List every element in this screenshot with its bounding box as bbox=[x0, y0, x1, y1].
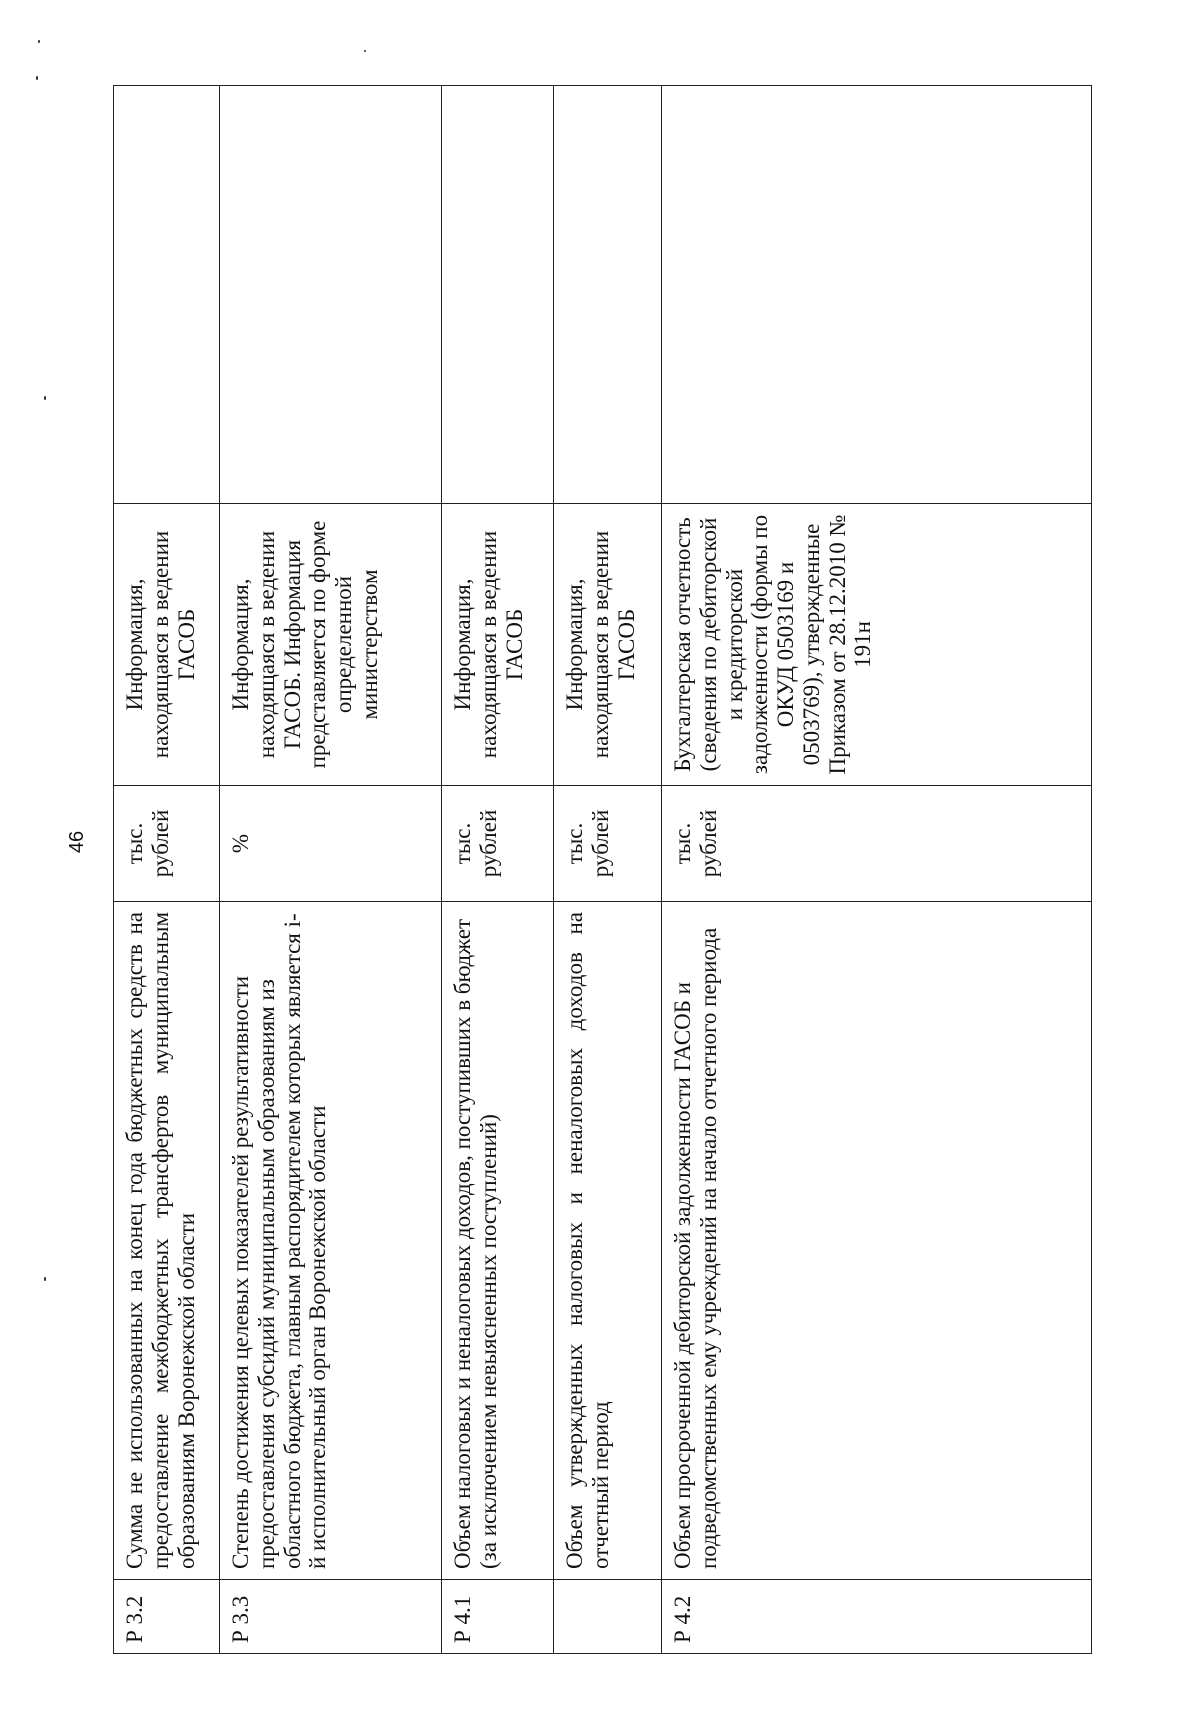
indicator-description: Объем просроченной дебиторской задолженности ГАСОБ и подведомственных ему учреждений на начало отчетного периода bbox=[662, 902, 1092, 1580]
table-row bbox=[220, 86, 442, 1654]
unit-cell: тыс. рублей bbox=[442, 786, 554, 902]
empty-cell bbox=[442, 86, 554, 504]
table-row bbox=[554, 86, 662, 1654]
empty-cell bbox=[114, 86, 220, 504]
indicator-description: Объем утвержденных налоговых и неналоговых доходов на отчетный период bbox=[554, 902, 662, 1580]
source-cell: Информация, находящаяся в ведении ГАСОБ bbox=[554, 504, 662, 786]
scan-speck bbox=[44, 396, 46, 400]
unit-cell: тыс. рублей bbox=[114, 786, 220, 902]
rotated-table-frame bbox=[113, 86, 1091, 1654]
unit-cell: тыс. рублей bbox=[662, 786, 1092, 902]
indicator-table bbox=[113, 85, 1092, 1654]
indicator-description: Сумма не использованных на конец года бюджетных средств на предоставление межбюджетных трансфертов муниципальным образованиям Воронежской области bbox=[114, 902, 220, 1580]
scan-speck bbox=[36, 76, 38, 80]
scan-speck bbox=[44, 1277, 46, 1281]
indicator-code bbox=[554, 1580, 662, 1654]
page-number: 46 bbox=[66, 830, 88, 854]
table-row bbox=[114, 86, 220, 1654]
table-row bbox=[662, 86, 1092, 1654]
empty-cell bbox=[554, 86, 662, 504]
source-cell: Информация, находящаяся в ведении ГАСОБ. Информация представляется по форме определенной министерством bbox=[220, 504, 442, 786]
table-row bbox=[442, 86, 554, 1654]
source-cell: Информация, находящаяся в ведении ГАСОБ bbox=[114, 504, 220, 786]
indicator-code: Р 3.2 bbox=[114, 1580, 220, 1654]
indicator-code: Р 4.1 bbox=[442, 1580, 554, 1654]
indicator-description: Степень достижения целевых показателей результативности предоставления субсидий муниципальным образованиям из областного бюджета, главным распорядителем которых является i-й исполнительный орган Воронежской области bbox=[220, 902, 442, 1580]
unit-cell: % bbox=[220, 786, 442, 902]
scan-speck bbox=[364, 50, 366, 52]
scan-speck bbox=[38, 40, 40, 43]
indicator-description: Объем налоговых и неналоговых доходов, поступивших в бюджет (за исключением невыясненных поступлений) bbox=[442, 902, 554, 1580]
empty-cell bbox=[662, 86, 1092, 504]
source-cell: Бухгалтерская отчетность (сведения по дебиторской и кредиторской задолженности (формы по ОКУД 0503169 и 0503769), утвержденные Приказом от 28.12.2010 № 191н bbox=[662, 504, 1092, 786]
indicator-code: Р 3.3 bbox=[220, 1580, 442, 1654]
indicator-code: Р 4.2 bbox=[662, 1580, 1092, 1654]
source-cell: Информация, находящаяся в ведении ГАСОБ bbox=[442, 504, 554, 786]
unit-cell: тыс. рублей bbox=[554, 786, 662, 902]
empty-cell bbox=[220, 86, 442, 504]
